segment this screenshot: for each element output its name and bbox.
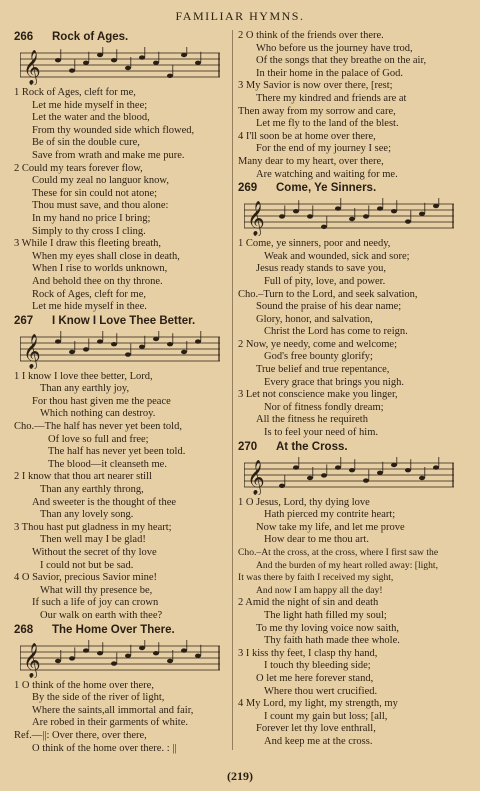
verse-line: And the burden of my heart rolled away: [light,: [256, 559, 438, 571]
verse-line: Than any earthly throng,: [40, 484, 144, 496]
verse-line: 2 O think of the friends over there.: [238, 30, 384, 41]
music-note: [55, 58, 61, 62]
hymn-269: [238, 181, 468, 440]
verse-line: Nor of fitness fondly dream;: [264, 401, 384, 413]
music-note: [307, 475, 313, 479]
verse-line: Is to feel your need of him.: [264, 427, 379, 439]
verse-line: It was there by faith I received my sight,: [238, 572, 394, 584]
verse-line: Let the water and the blood,: [32, 112, 150, 124]
verse-line: 3 While I draw this fleeting breath,: [14, 238, 162, 250]
music-note: [139, 645, 145, 649]
treble-clef-icon: 𝄞: [23, 50, 41, 85]
music-note: [55, 658, 61, 662]
hymn-267: [14, 314, 230, 623]
verse-line: Simply to thy cross I cling.: [32, 225, 146, 237]
verse-line: Without the secret of thy love: [32, 547, 157, 558]
verse-line: What will thy presence be,: [40, 584, 153, 596]
music-note: [377, 470, 383, 474]
verse-line: Forever let thy love enthrall,: [256, 723, 376, 735]
music-note: [181, 648, 187, 652]
verse-line: Are watching and waiting for me.: [256, 168, 398, 180]
music-note: [181, 349, 187, 353]
hymn-268: [14, 623, 230, 756]
verse-line: 1 I know I love thee better, Lord,: [14, 370, 153, 382]
left-column: [14, 30, 230, 755]
verse-line: For thou hast given me the peace: [32, 395, 171, 407]
verse-line: Hath pierced my contrite heart;: [264, 509, 396, 521]
verse-line: 2 I know that thou art nearer still: [14, 471, 152, 483]
music-staff: [244, 198, 454, 236]
music-note: [111, 661, 117, 665]
verse-line: 3 I kiss thy feet, I clasp thy hand,: [238, 647, 378, 659]
hymn-continued: [238, 30, 468, 181]
hymn-title-text: The Home Over There.: [52, 623, 175, 636]
verse-line: Let me hide myself in thee;: [32, 99, 148, 111]
hymn-title: [238, 181, 468, 196]
verse-line: And behold thee on thy throne.: [32, 275, 163, 287]
hymn-title-text: I Know I Love Thee Better.: [52, 314, 196, 327]
treble-clef-icon: 𝄞: [23, 642, 41, 678]
music-note: [181, 53, 187, 57]
hymn-title: [14, 623, 230, 638]
music-note: [139, 344, 145, 348]
music-note: [153, 61, 159, 65]
verse-line: Of love so full and free;: [48, 433, 149, 445]
music-note: [97, 339, 103, 343]
verse-line: Who before us the journey have trod,: [256, 42, 413, 54]
hymn-266: [14, 30, 230, 314]
hymn-number: 266: [14, 31, 34, 43]
music-note: [153, 651, 159, 655]
verse-line: Than any earthly joy,: [40, 383, 130, 395]
music-note: [83, 347, 89, 351]
verse-line: If such a life of joy can crown: [32, 597, 159, 609]
music-note: [363, 478, 369, 482]
music-note: [69, 656, 75, 660]
music-note: [125, 66, 131, 70]
verse-line: Now take my life, and let me prove: [256, 521, 405, 533]
verse-line: Which nothing can destroy.: [40, 408, 156, 420]
verse-line: Then well may I be glad!: [40, 534, 146, 546]
music-note: [195, 61, 201, 65]
verse-line: Jesus ready stands to save you,: [256, 263, 387, 275]
music-note: [321, 473, 327, 477]
verse-line: 4 My Lord, my light, my strength, my: [238, 698, 398, 710]
verse-line: 2 Amid the night of sin and death: [238, 597, 379, 609]
music-note: [419, 212, 425, 216]
verse-line: Of the songs that they breathe on the air,: [256, 55, 427, 67]
hymn-270: [238, 440, 468, 749]
verse-line: Cho.–At the cross, at the cross, where I first saw the: [238, 547, 439, 558]
verse-line: 2 Now, ye needy, come and welcome;: [238, 338, 397, 350]
verse-line: 1 Rock of Ages, cleft for me,: [14, 87, 136, 98]
verse-line: Weak and wounded, sick and sore;: [264, 250, 410, 262]
verse-line: Full of pity, love, and power.: [264, 275, 386, 287]
verse-line: Cho.—The half has never yet been told,: [14, 421, 182, 433]
verse-line: O think of the home over there. : ||: [32, 742, 177, 754]
verse-line: There my kindred and friends are at: [256, 92, 407, 104]
verse-line: I count my gain but loss; [all,: [264, 710, 388, 722]
verse-line: 3 Thou hast put gladness in my heart;: [14, 521, 172, 533]
music-note: [167, 658, 173, 662]
music-note: [405, 468, 411, 472]
music-staff: [244, 457, 454, 495]
verse-line: Rock of Ages, cleft for me,: [32, 288, 147, 300]
music-note: [335, 465, 341, 469]
music-note: [293, 465, 299, 469]
music-note: [111, 342, 117, 346]
verse-line: Glory, honor, and salvation,: [256, 313, 373, 325]
verse-line: Where thou wert crucified.: [264, 685, 378, 697]
music-staff: [20, 47, 220, 85]
music-note: [153, 336, 159, 340]
verse-line: 3 My Savior is now over there, [rest;: [238, 80, 393, 92]
verse-line: 2 Could my tears forever flow,: [14, 162, 143, 174]
verse-line: O let me here forever stand,: [256, 672, 374, 684]
music-note: [293, 209, 299, 213]
music-note: [139, 55, 145, 59]
music-note: [279, 483, 285, 487]
music-note: [405, 220, 411, 224]
verse-line: 4 O Savior, precious Savior mine!: [14, 572, 158, 584]
verse-line: These for sin could not atone;: [32, 187, 158, 199]
music-note: [321, 225, 327, 229]
music-note: [419, 475, 425, 479]
verse-line: To me thy loving voice now saith,: [256, 622, 400, 634]
hymn-title-text: At the Cross.: [276, 440, 348, 453]
hymn-title-text: Come, Ye Sinners.: [276, 182, 377, 195]
verse-line: 1 O Jesus, Lord, thy dying love: [238, 496, 370, 508]
hymn-number: 267: [14, 314, 34, 327]
verse-line: I could not but be sad.: [40, 559, 134, 571]
verse-line: From thy wounded side which flowed,: [32, 124, 195, 136]
music-note: [433, 465, 439, 469]
music-note: [111, 58, 117, 62]
verse-line: And sweeter is the thought of thee: [32, 496, 177, 508]
music-note: [83, 648, 89, 652]
verse-line: In my hand no price I bring;: [32, 212, 151, 224]
music-note: [69, 68, 75, 72]
verse-line: By the side of the river of light,: [32, 692, 165, 704]
music-note: [125, 352, 131, 356]
verse-line: True belief and true repentance,: [256, 364, 390, 376]
verse-line: Every grace that brings you nigh.: [264, 376, 404, 388]
music-note: [167, 342, 173, 346]
verse-line: Save from wrath and make me pure.: [32, 149, 185, 161]
treble-clef-icon: 𝄞: [247, 459, 265, 495]
verse-line: Be of sin the double cure,: [32, 137, 140, 149]
verse-line: 1 O think of the home over there,: [14, 679, 154, 691]
music-note: [69, 349, 75, 353]
verse-line: The blood—it cleanseth me.: [48, 458, 167, 470]
verse-line: Our walk on earth with thee?: [40, 609, 163, 621]
verse-line: Thy faith hath made thee whole.: [264, 635, 400, 647]
verse-line: Cho.–Turn to the Lord, and seek salvation,: [238, 288, 418, 300]
column-divider: [232, 30, 233, 750]
right-column: [238, 30, 468, 749]
music-note: [195, 339, 201, 343]
music-note: [195, 653, 201, 657]
verse-line: Than any lovely song.: [40, 509, 134, 521]
music-note: [125, 653, 131, 657]
verse-line: The half has never yet been told.: [48, 446, 186, 458]
verse-line: God's free bounty glorify;: [264, 351, 373, 363]
music-note: [97, 53, 103, 57]
hymn-title: [14, 314, 230, 329]
running-head: FAMILIAR HYMNS.: [175, 9, 305, 23]
page-number: (219): [227, 769, 253, 783]
verse-line: 4 I'll soon be at home over there,: [238, 130, 376, 142]
verse-line: Sound the praise of his dear name;: [256, 301, 402, 313]
hymn-number: 269: [238, 182, 258, 195]
verse-line: Let me fly to the land of the blest.: [256, 118, 399, 130]
music-note: [167, 74, 173, 78]
treble-clef-icon: 𝄞: [23, 333, 41, 369]
verse-line: Thou must save, and thou alone:: [32, 200, 169, 212]
verse-line: Let me hide myself in thee.: [32, 301, 147, 313]
music-note: [391, 209, 397, 213]
hymn-title: [238, 440, 468, 455]
verse-line: Where the saints,all immortal and fair,: [32, 704, 194, 716]
verse-line: 3 Let not conscience make you linger,: [238, 389, 398, 401]
music-note: [335, 207, 341, 211]
verse-line: Christ the Lord has come to reign.: [264, 326, 408, 338]
verse-line: When I rise to worlds unknown,: [32, 263, 168, 275]
music-note: [349, 217, 355, 221]
verse-line: Ref.—||: Over there, over there,: [14, 729, 147, 741]
music-staff: [20, 331, 220, 369]
verse-line: In their home in the palace of God.: [256, 67, 403, 79]
verse-line: And keep me at the cross.: [264, 735, 373, 747]
verse-line: I touch thy bleeding side;: [264, 660, 371, 672]
music-note: [377, 207, 383, 211]
verse-line: For the end of my journey I see;: [256, 143, 392, 155]
music-note: [83, 61, 89, 65]
verse-line: Many dear to my heart, over there,: [238, 155, 384, 167]
verse-line: Could my zeal no languor know,: [32, 175, 169, 187]
treble-clef-icon: 𝄞: [247, 201, 265, 237]
verse-line: Are robed in their garments of white.: [32, 717, 188, 729]
music-staff: [20, 640, 220, 678]
music-note: [279, 214, 285, 218]
music-note: [433, 204, 439, 208]
music-note: [97, 651, 103, 655]
verse-line: 1 Come, ye sinners, poor and needy,: [238, 238, 391, 250]
hymn-title-text: Rock of Ages.: [52, 31, 129, 43]
music-note: [307, 214, 313, 218]
verse-line: The light hath filled my soul;: [264, 609, 387, 621]
music-note: [363, 214, 369, 218]
verse-line: And now I am happy all the day!: [256, 584, 383, 596]
hymn-number: 270: [238, 440, 258, 453]
hymn-number: 268: [14, 623, 34, 636]
hymn-title: [14, 30, 230, 45]
verse-line: How dear to me thou art.: [264, 534, 369, 546]
verse-line: When my eyes shall close in death,: [32, 250, 180, 262]
verse-line: All the fitness he requireth: [256, 414, 368, 426]
music-note: [55, 339, 61, 343]
music-note: [391, 462, 397, 466]
verse-line: Then away from my sorrow and care,: [238, 105, 396, 117]
music-note: [349, 468, 355, 472]
